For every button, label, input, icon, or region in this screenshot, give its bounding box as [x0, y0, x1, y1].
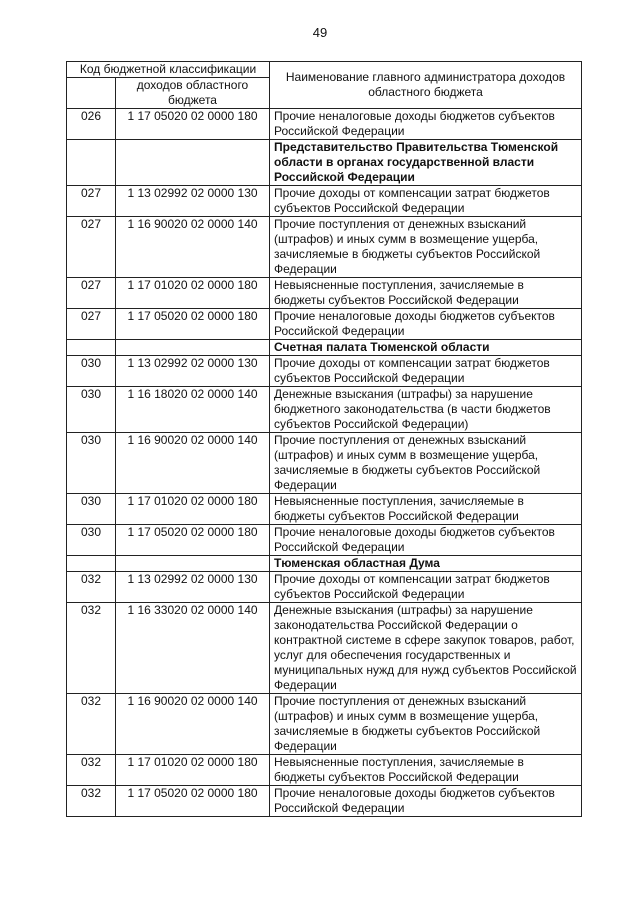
admin-code-cell: 032 — [67, 572, 116, 603]
admin-name-cell: Невыясненные поступления, зачисляемые в бюджеты субъектов Российской Федерации — [270, 755, 582, 786]
table-row-group-heading — [67, 556, 582, 572]
admin-code-cell: 032 — [67, 786, 116, 817]
table-row — [67, 217, 582, 278]
admin-name-cell: Прочие неналоговые доходы бюджетов субъектов Российской Федерации — [270, 309, 582, 340]
admin-code-cell: 027 — [67, 217, 116, 278]
income-code-cell: 1 17 01020 02 0000 180 — [116, 755, 270, 786]
admin-name-cell: Тюменская областная Дума — [270, 556, 582, 572]
table-row — [67, 109, 582, 140]
admin-name-cell: Прочие неналоговые доходы бюджетов субъектов Российской Федерации — [270, 786, 582, 817]
income-code-cell: 1 17 01020 02 0000 180 — [116, 278, 270, 309]
income-code-cell: 1 13 02992 02 0000 130 — [116, 186, 270, 217]
table-row-group-heading — [67, 140, 582, 186]
table-row — [67, 694, 582, 755]
admin-code-cell — [67, 556, 116, 572]
income-code-cell: 1 16 18020 02 0000 140 — [116, 387, 270, 433]
admin-name-cell: Прочие доходы от компенсации затрат бюджетов субъектов Российской Федерации — [270, 572, 582, 603]
admin-name-cell: Представительство Правительства Тюменской области в органах государственной власти Российской Федерации — [270, 140, 582, 186]
table-row — [67, 278, 582, 309]
table-row — [67, 494, 582, 525]
admin-code-cell: 030 — [67, 387, 116, 433]
table-row — [67, 755, 582, 786]
admin-code-cell: 030 — [67, 433, 116, 494]
admin-name-cell: Прочие поступления от денежных взысканий (штрафов) и иных сумм в возмещение ущерба, зачисляемые в бюджеты субъектов Российской Федерации — [270, 433, 582, 494]
income-code-cell: 1 17 05020 02 0000 180 — [116, 786, 270, 817]
income-code-cell — [116, 340, 270, 356]
admin-code-cell: 027 — [67, 278, 116, 309]
admin-name-cell: Прочие доходы от компенсации затрат бюджетов субъектов Российской Федерации — [270, 186, 582, 217]
admin-name-cell: Невыясненные поступления, зачисляемые в бюджеты субъектов Российской Федерации — [270, 494, 582, 525]
table-row-group-heading — [67, 340, 582, 356]
admin-code-cell: 032 — [67, 603, 116, 694]
income-code-cell: 1 17 01020 02 0000 180 — [116, 494, 270, 525]
income-code-cell — [116, 140, 270, 186]
table-header — [67, 62, 582, 109]
admin-name-cell: Прочие поступления от денежных взысканий (штрафов) и иных сумм в возмещение ущерба, зачисляемые в бюджеты субъектов Российской Федерации — [270, 217, 582, 278]
admin-code-cell — [67, 140, 116, 186]
admin-name-cell: Счетная палата Тюменской области — [270, 340, 582, 356]
table-row — [67, 525, 582, 556]
admin-code-cell: 032 — [67, 755, 116, 786]
table-row — [67, 387, 582, 433]
table-row — [67, 433, 582, 494]
table-row — [67, 572, 582, 603]
income-code-cell: 1 16 90020 02 0000 140 — [116, 694, 270, 755]
income-code-cell: 1 17 05020 02 0000 180 — [116, 109, 270, 140]
header-code-group: Код бюджетной классификации — [67, 62, 270, 78]
admin-code-cell — [67, 340, 116, 356]
table-row — [67, 603, 582, 694]
admin-code-cell: 027 — [67, 186, 116, 217]
admin-code-cell: 032 — [67, 694, 116, 755]
income-code-cell: 1 16 33020 02 0000 140 — [116, 603, 270, 694]
admin-name-cell: Прочие неналоговые доходы бюджетов субъектов Российской Федерации — [270, 525, 582, 556]
income-code-cell: 1 17 05020 02 0000 180 — [116, 309, 270, 340]
table-body — [67, 109, 582, 817]
admin-name-cell: Денежные взыскания (штрафы) за нарушение бюджетного законодательства (в части бюджетов субъектов Российской Федерации) — [270, 387, 582, 433]
admin-name-cell: Прочие поступления от денежных взысканий (штрафов) и иных сумм в возмещение ущерба, зачисляемые в бюджеты субъектов Российской Федерации — [270, 694, 582, 755]
admin-name-cell: Денежные взыскания (штрафы) за нарушение законодательства Российской Федерации о контрактной системе в сфере закупок товаров, работ, услуг для обеспечения государственных и муниципальных нужд для нужд субъектов Российской Федерации — [270, 603, 582, 694]
income-code-cell — [116, 556, 270, 572]
income-code-cell: 1 13 02992 02 0000 130 — [116, 356, 270, 387]
income-code-cell: 1 17 05020 02 0000 180 — [116, 525, 270, 556]
table-row — [67, 186, 582, 217]
table-row — [67, 356, 582, 387]
header-admin-name: Наименование главного администратора доходов областного бюджета — [270, 62, 582, 109]
header-income-code: доходов областного бюджета — [116, 78, 270, 109]
income-code-cell: 1 16 90020 02 0000 140 — [116, 217, 270, 278]
header-admin-code-blank — [67, 78, 116, 109]
admin-name-cell: Прочие неналоговые доходы бюджетов субъектов Российской Федерации — [270, 109, 582, 140]
admin-code-cell: 030 — [67, 525, 116, 556]
admin-code-cell: 030 — [67, 494, 116, 525]
income-code-cell: 1 13 02992 02 0000 130 — [116, 572, 270, 603]
admin-code-cell: 027 — [67, 309, 116, 340]
table-row — [67, 786, 582, 817]
table-row — [67, 309, 582, 340]
income-administrators-table — [66, 61, 582, 817]
admin-name-cell: Прочие доходы от компенсации затрат бюджетов субъектов Российской Федерации — [270, 356, 582, 387]
admin-name-cell: Невыясненные поступления, зачисляемые в бюджеты субъектов Российской Федерации — [270, 278, 582, 309]
admin-code-cell: 026 — [67, 109, 116, 140]
admin-code-cell: 030 — [67, 356, 116, 387]
income-code-cell: 1 16 90020 02 0000 140 — [116, 433, 270, 494]
page-number: 49 — [312, 25, 328, 40]
